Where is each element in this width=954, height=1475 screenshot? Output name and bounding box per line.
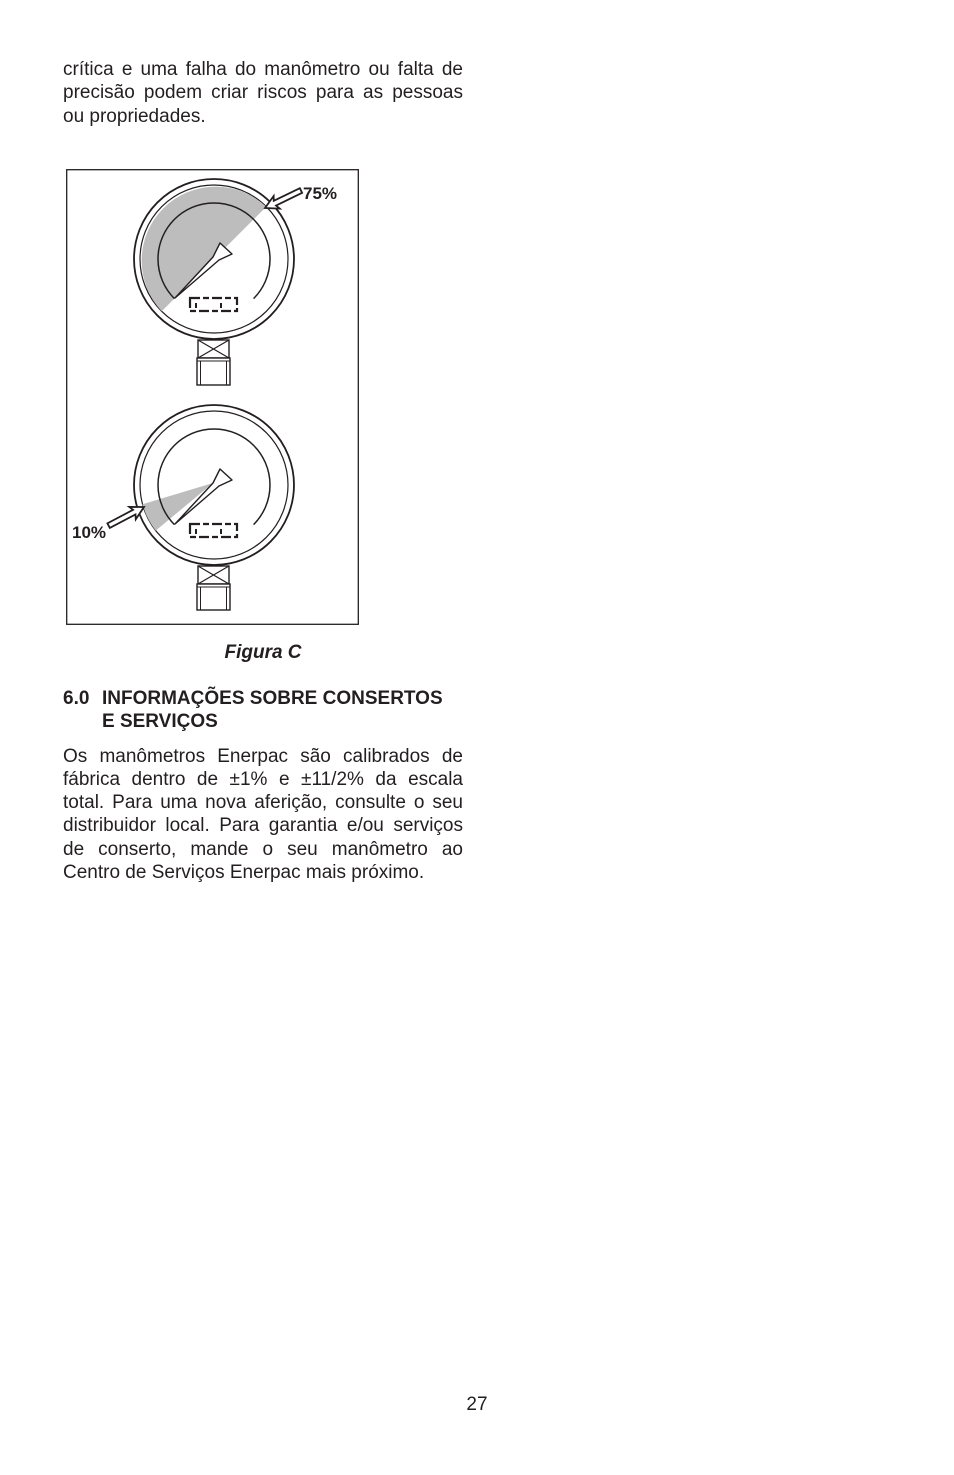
body-line: Os manômetros Enerpac são calibrados de [63, 745, 463, 767]
gauge-stem [197, 566, 230, 610]
intro-line: crítica e uma falha do manômetro ou falta de [63, 59, 463, 80]
section-title-line: INFORMAÇÕES SOBRE CONSERTOS [102, 687, 443, 709]
body-line: total. Para uma nova aferição, consulte o seu [63, 792, 463, 814]
section-title [102, 687, 463, 734]
gauge-label-75: 75% [303, 184, 338, 203]
section-heading [63, 687, 463, 734]
intro-line: ou propriedades. [63, 105, 206, 127]
section-body-paragraph [63, 745, 463, 885]
body-line: de conserto, mande o seu manômetro ao [63, 838, 463, 860]
figure-c-gauges [66, 169, 359, 625]
body-line: distribuidor local. Para garantia e/ou serviços [63, 815, 463, 837]
figure-caption: Figura C [224, 642, 302, 663]
intro-paragraph [63, 58, 463, 128]
gauge-75-percent [134, 179, 337, 385]
body-line: fábrica dentro de ±1% e ±11/2% da escala [63, 768, 463, 790]
gauge-label-10: 10% [72, 523, 107, 542]
intro-line: precisão podem criar riscos para as pessoas [63, 82, 463, 104]
gauge-stem [197, 340, 230, 385]
page-number: 27 [466, 1394, 488, 1415]
gauge-10-percent [72, 405, 294, 610]
section-title-line: E SERVIÇOS [102, 710, 218, 732]
section-number: 6.0 [63, 687, 90, 709]
body-line: Centro de Serviços Enerpac mais próximo. [63, 861, 425, 883]
